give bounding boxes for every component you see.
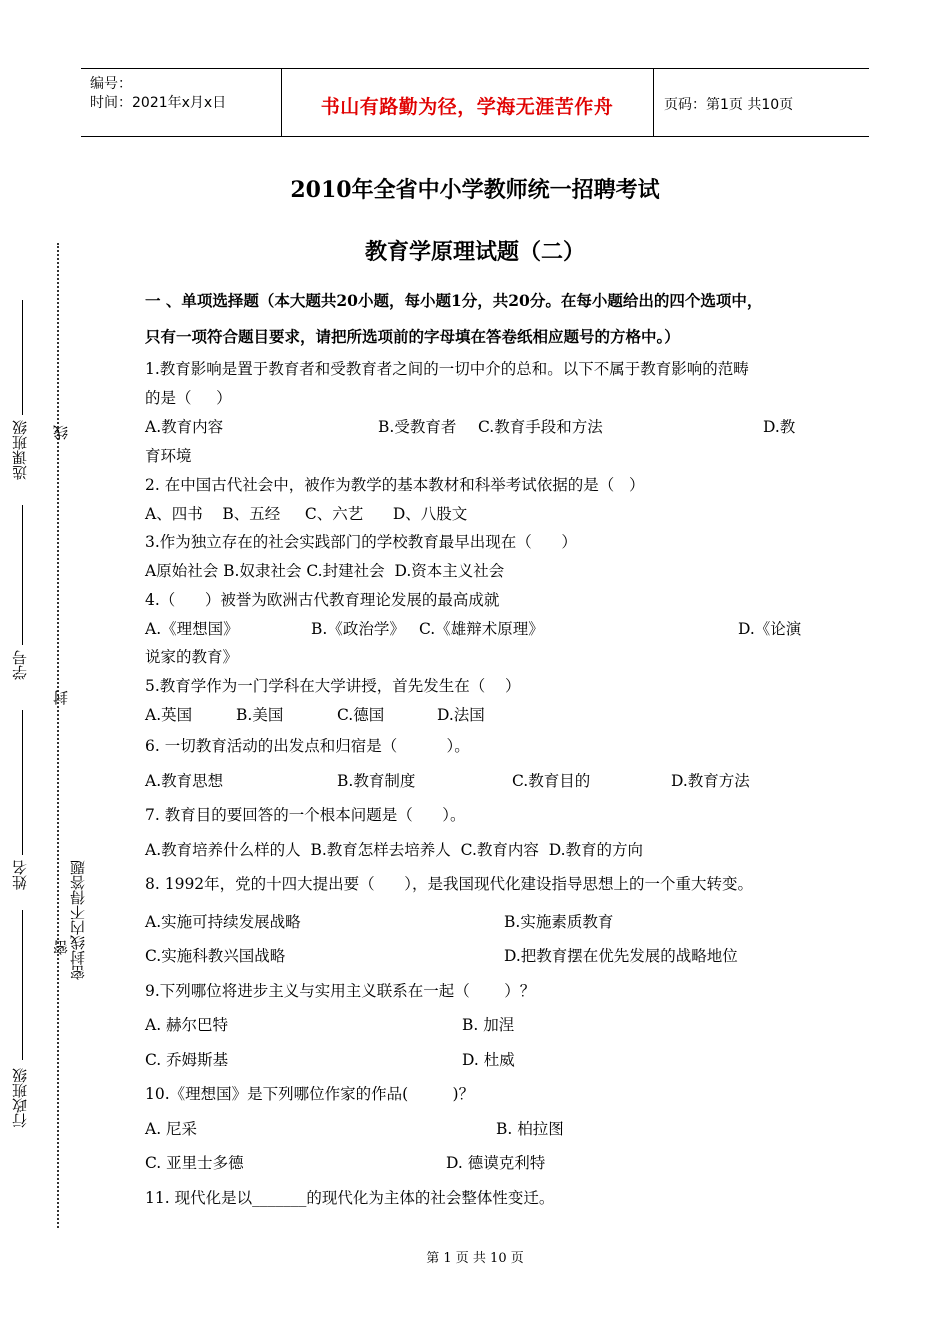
q9-option-a: A. 赫尔巴特 [145,1016,229,1034]
q10-stem: 10.《理想国》是下列哪位作家的作品( )？ [145,1085,475,1103]
q11-stem: 11. 现代化是以_______的现代化为主体的社会整体性变迁。 [145,1189,555,1207]
time-label: 时间：2021年x月x日 [90,95,227,111]
q10-option-a: A. 尼采 [145,1120,198,1138]
q8-option-d: D.把教育摆在优先发展的战略地位 [504,947,738,965]
q1-option-d-cont: 育环境 [145,447,192,465]
margin-label-class-select: 选课班级 [11,420,29,480]
q5-option-b: B.美国 [236,706,284,724]
q9-option-c: C. 乔姆斯基 [145,1051,229,1069]
q6-option-a: A.教育思想 [145,772,224,790]
margin-blank-class-select [22,300,23,415]
q4-option-d-cont: 说家的教育》 [145,648,239,666]
q10-option-b: B. 柏拉图 [496,1120,564,1138]
q2-options: A、四书 B、五经 C、六艺 D、八股文 [145,505,468,523]
margin-label-no-answer: 密封线内不得答题 [69,860,87,980]
margin-blank-student-no [22,505,23,645]
header-table [81,68,869,137]
q5-stem: 5.教育学作为一门学科在大学讲授，首先发生在（ ） [145,677,521,695]
q3-options: A原始社会 B.奴隶社会 C.封建社会 D.资本主义社会 [145,562,505,580]
q6-option-c: C.教育目的 [512,772,591,790]
q5-option-a: A.英国 [145,706,193,724]
margin-label-feng: 封 [52,690,70,705]
q4-option-d: D.《论演 [738,620,802,638]
margin-blank-name [22,710,23,855]
q5-option-d: D.法国 [437,706,485,724]
header-middle-cell [281,69,654,136]
q6-stem: 6. 一切教育活动的出发点和归宿是（ ）。 [145,737,470,755]
q8-option-a: A.实施可持续发展战略 [145,913,301,931]
number-label: 编号： [90,76,132,92]
q3-stem: 3.作为独立存在的社会实践部门的学校教育最早出现在（ ） [145,533,577,551]
motto: 书山有路勤为径，学海无涯苦作舟 [320,96,614,118]
q10-option-c: C. 亚里士多德 [145,1154,244,1172]
margin-label-name: 姓名 [11,860,29,890]
q4-stem: 4.（ ）被誉为欧洲古代教育理论发展的最高成就 [145,591,500,609]
section-heading-line2: 只有一项符合题目要求，请把所选项前的字母填在答卷纸相应题号的方格中。） [145,327,680,346]
q2-stem: 2. 在中国古代社会中，被作为教学的基本教材和科举考试依据的是（ ） [145,476,645,494]
q1-option-d: D.教 [763,418,796,436]
q4-option-c: C.《雄辩术原理》 [419,620,544,638]
page-subtitle: 教育学原理试题（二） [364,239,585,265]
margin-label-admin-class: 行政班级 [11,1068,29,1128]
q1-stem-line2: 的是（ ） [145,389,232,407]
page-footer: 第 1 页 共 10 页 [426,1251,524,1266]
q10-option-d: D. 德谟克利特 [446,1154,546,1172]
section-heading-line1: 一 、单项选择题（本大题共20小题，每小题1分，共20分。在每小题给出的四个选项中， [145,291,763,310]
q1-option-c: C.教育手段和方法 [478,418,603,436]
q9-option-d: D. 杜威 [462,1051,515,1069]
header-right-cell [654,69,869,136]
q7-options: A.教育培养什么样的人 B.教育怎样去培养人 C.教育内容 D.教育的方向 [145,841,644,859]
q4-option-b: B.《政治学》 [311,620,405,638]
q1-option-a: A.教育内容 [145,418,224,436]
q4-option-a: A.《理想国》 [145,620,239,638]
margin-blank-admin-class [22,910,23,1060]
q8-stem: 8. 1992年，党的十四大提出要（ ），是我国现代化建设指导思想上的一个重大转变。 [145,875,753,893]
margin-label-mi: 密 [52,940,70,955]
q6-option-b: B.教育制度 [337,772,416,790]
header-left-cell [81,69,282,136]
q8-option-b: B.实施素质教育 [504,913,614,931]
page-info: 页码：第1页 共10页 [664,97,794,113]
q5-option-c: C.德国 [337,706,385,724]
q9-option-b: B. 加涅 [462,1016,515,1034]
q6-option-d: D.教育方法 [671,772,750,790]
q7-stem: 7. 教育目的要回答的一个根本问题是（ ）。 [145,806,466,824]
q1-option-b: B.受教育者 [378,418,457,436]
margin-label-xian: 线 [52,425,70,440]
page-title: 2010年全省中小学教师统一招聘考试 [290,177,660,203]
seal-dotted-line [57,243,59,1228]
q8-option-c: C.实施科教兴国战略 [145,947,286,965]
q1-stem-line1: 1.教育影响是置于教育者和受教育者之间的一切中介的总和。以下不属于教育影响的范畴 [145,360,749,378]
margin-label-student-no: 学号 [11,650,29,680]
q9-stem: 9.下列哪位将进步主义与实用主义联系在一起（ ）？ [145,982,536,1000]
